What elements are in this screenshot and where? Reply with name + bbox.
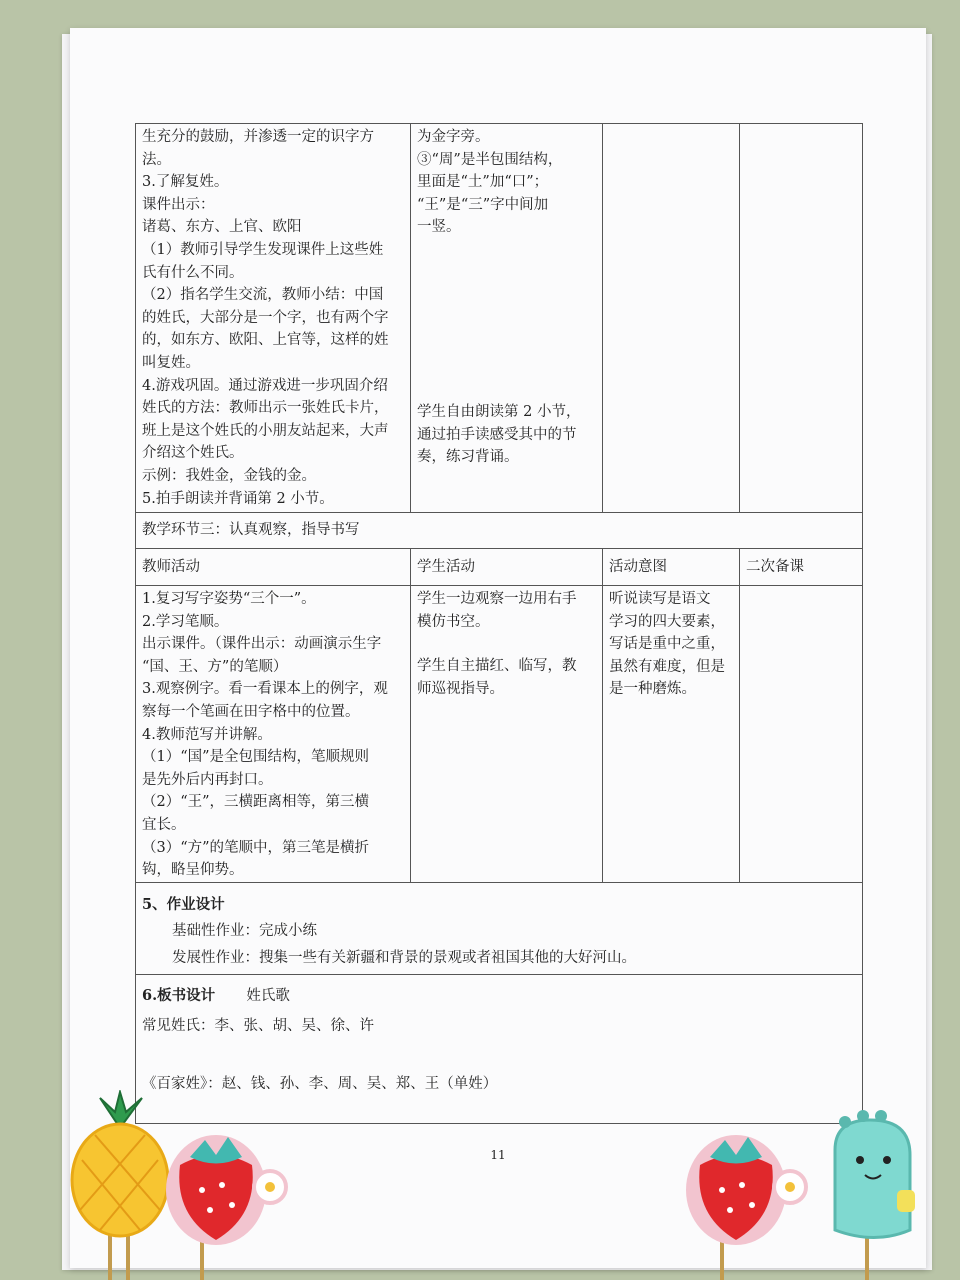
student-activity-line: 一竖。 [417, 219, 461, 236]
s3-teacher-line: 钩，略呈仰势。 [142, 862, 244, 879]
board-common-surnames: 常见姓氏：李、张、胡、吴、徐、许 [142, 1017, 374, 1034]
s3-teacher-line: 3.观察例字。看一看课本上的例字，观 [142, 681, 388, 698]
teacher-activity-line: 的，如东方、欧阳、上官等，这样的姓 [142, 332, 389, 349]
s3-teacher-line: “国、王、方”的笔顺） [142, 658, 288, 675]
s3-student-text-b [417, 655, 596, 700]
student-activity-line: 通过拍手读感受其中的节 [417, 426, 577, 443]
activity-intent-cell [602, 123, 740, 513]
s3-teacher-line: 是先外后内再封口。 [142, 771, 273, 788]
section3-title: 教学环节三：认真观察，指导书写 [142, 522, 360, 538]
s3-student-cell [410, 585, 603, 883]
teacher-activity-line: 的姓氏，大部分是一个字，也有两个字 [142, 309, 389, 326]
student-activity-line: 奏，练习背诵。 [417, 449, 519, 466]
s3-intent-text [609, 588, 733, 701]
header-second-prep-label: 二次备课 [746, 559, 804, 575]
teacher-activity-line: （1）教师引导学生发现课件上这些姓 [142, 241, 384, 258]
strawberry-clip [160, 1115, 300, 1280]
homework-section [135, 882, 863, 975]
teacher-activity-line: 4.游戏巩固。通过游戏进一步巩固介绍 [142, 377, 388, 394]
s3-intent-cell [602, 585, 740, 883]
dinosaur-clip [815, 1110, 935, 1280]
teacher-activity-line: 3.了解复姓。 [142, 174, 229, 191]
s3-student-line: 学生一边观察一边用右手 [417, 591, 577, 607]
s3-second-prep-cell [739, 585, 863, 883]
document-page [70, 28, 926, 1268]
header-intent-label: 活动意图 [609, 559, 667, 575]
teacher-activity-line: 5.拍手朗读并背诵第 2 小节。 [142, 490, 334, 507]
s3-teacher-line: （3）“方”的笔顺中，第三笔是横折 [142, 839, 370, 856]
s3-student-text-a [417, 588, 596, 633]
board-design-section [135, 974, 863, 1124]
teacher-activity-line: 姓氏的方法：教师出示一张姓氏卡片， [142, 400, 389, 417]
s3-teacher-line: 1.复习写字姿势“三个一”。 [142, 591, 316, 607]
header-intent [602, 548, 740, 586]
page-number: 11 [490, 1148, 506, 1162]
s3-teacher-line: 4.教师范写并讲解。 [142, 726, 272, 743]
strawberry-clip [680, 1115, 820, 1280]
teacher-activity-line: 叫复姓。 [142, 354, 200, 371]
s3-teacher-text [142, 588, 404, 882]
board-design-topic: 姓氏歌 [246, 988, 290, 1004]
teacher-activity-line: 示例：我姓金，金钱的金。 [142, 467, 316, 484]
teacher-activity-line: 诸葛、东方、上官、欧阳 [142, 219, 302, 236]
student-activity-line: 为金字旁。 [417, 129, 490, 145]
s3-teacher-line: （1）“国”是全包围结构，笔顺规则 [142, 749, 370, 766]
header-student-label: 学生活动 [417, 559, 475, 575]
second-prep-cell [739, 123, 863, 513]
teacher-activity-line: 介绍这个姓氏。 [142, 445, 244, 462]
teacher-activity-line: （2）指名学生交流，教师小结：中国 [142, 287, 384, 304]
header-second-prep [739, 548, 863, 586]
s3-teacher-line: 出示课件。（课件出示：动画演示生字 [142, 636, 382, 653]
s3-student-line: 模仿书空。 [417, 613, 490, 630]
s3-intent-line: 听说读写是语文 [609, 591, 711, 607]
s3-intent-line: 学习的四大要素， [609, 613, 725, 630]
homework-basic: 基础性作业：完成小练 [172, 923, 317, 939]
student-activity-line: “王”是“三”字中间加 [417, 196, 549, 213]
s3-teacher-line: 宜长。 [142, 816, 186, 833]
s3-teacher-cell [135, 585, 411, 883]
board-design-label: 6.板书设计 [142, 987, 216, 1004]
s3-student-line: 师巡视指导。 [417, 680, 504, 697]
header-teacher [135, 548, 411, 586]
s3-intent-line: 是一种磨炼。 [609, 681, 696, 698]
s3-teacher-line: 察每一个笔画在田字格中的位置。 [142, 703, 360, 720]
student-activity-cell [410, 123, 603, 513]
student-activity-text-bottom [417, 401, 580, 469]
teacher-activity-line: 课件出示： [142, 196, 215, 213]
student-activity-line: ③“周”是半包围结构， [417, 151, 563, 168]
homework-title: 5、作业设计 [142, 896, 225, 913]
student-activity-text-top [417, 126, 596, 239]
homework-extended: 发展性作业：搜集一些有关新疆和背景的景观或者祖国其他的大好河山。 [172, 950, 636, 966]
student-activity-line: 学生自由朗读第 2 小节， [417, 404, 581, 420]
s3-intent-line: 虽然有难度，但是 [609, 658, 725, 675]
student-activity-line: 里面是“土”加“口”； [417, 174, 549, 191]
teacher-activity-line: 氏有什么不同。 [142, 264, 244, 281]
teacher-activity-line: 法。 [142, 151, 171, 168]
teacher-activity-text [142, 126, 404, 510]
header-student [410, 548, 603, 586]
s3-teacher-line: （2）“王”，三横距离相等，第三横 [142, 794, 370, 811]
teacher-activity-line: 生充分的鼓励，并渗透一定的识字方 [142, 129, 374, 145]
teacher-activity-cell [135, 123, 411, 513]
s3-intent-line: 写话是重中之重， [609, 636, 725, 653]
section3-title-row [135, 512, 863, 549]
s3-student-line: 学生自主描红、临写，教 [417, 658, 577, 675]
header-teacher-label: 教师活动 [142, 559, 200, 575]
teacher-activity-line: 班上是这个姓氏的小朋友站起来，大声 [142, 422, 389, 439]
s3-teacher-line: 2.学习笔顺。 [142, 613, 229, 630]
board-baijiaxing: 《百家姓》：赵、钱、孙、李、周、吴、郑、王（单姓） [142, 1076, 498, 1093]
